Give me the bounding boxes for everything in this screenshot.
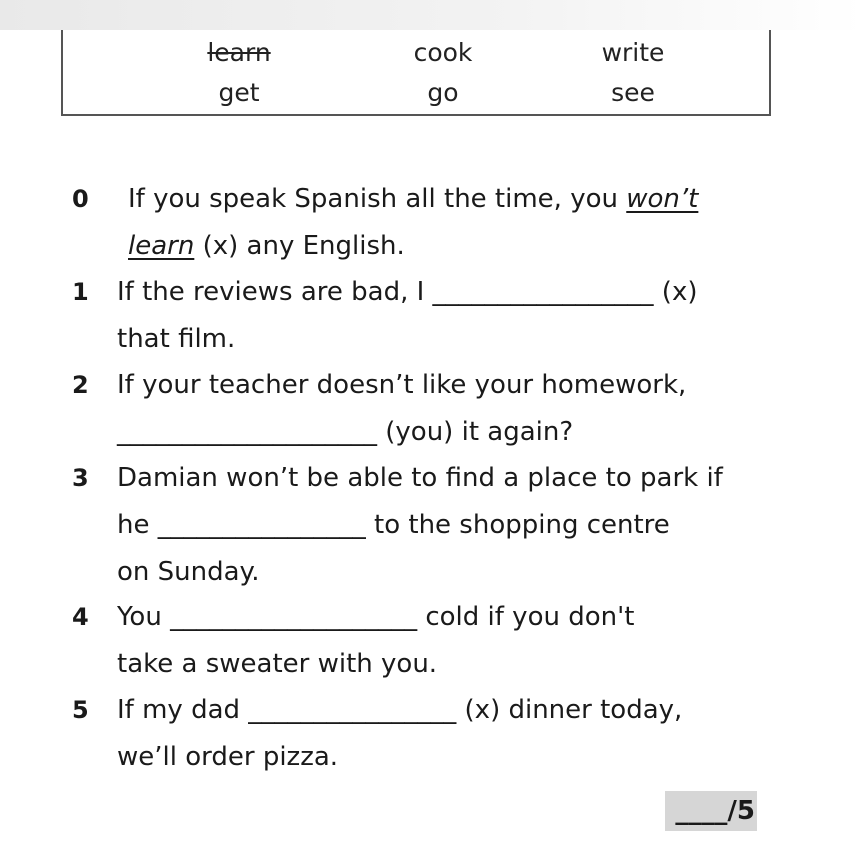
question-number: 2 bbox=[72, 371, 89, 399]
word-box bbox=[61, 30, 771, 116]
question-text: ____________________ (you) it again? bbox=[117, 417, 574, 447]
word-box-item: learn bbox=[207, 38, 271, 67]
question-text-part: If you speak Spanish all the time, you bbox=[128, 184, 627, 214]
question-text: You ___________________ cold if you don't bbox=[117, 602, 635, 632]
word-box-item: write bbox=[601, 38, 665, 67]
question-text bbox=[128, 230, 405, 262]
question-text: If the reviews are bad, I _________________ (x) bbox=[117, 277, 698, 307]
word-box-item: see bbox=[611, 78, 655, 107]
word-box-item: go bbox=[427, 78, 459, 107]
example-answer: won’t bbox=[626, 184, 699, 214]
example-answer: learn bbox=[128, 231, 195, 261]
question-number: 5 bbox=[72, 696, 89, 724]
question-text: he ________________ to the shopping centre bbox=[117, 510, 670, 540]
question-text: we’ll order pizza. bbox=[117, 742, 339, 772]
question-number: 3 bbox=[72, 464, 89, 492]
question-number: 0 bbox=[72, 185, 89, 213]
question-text: Damian won’t be able to find a place to park if bbox=[117, 463, 723, 493]
word-box-item: get bbox=[218, 78, 260, 107]
question-text: If my dad ________________ (x) dinner today, bbox=[117, 695, 683, 725]
word-box-item: cook bbox=[413, 38, 473, 67]
question-text bbox=[128, 183, 698, 215]
question-number: 1 bbox=[72, 278, 89, 306]
question-number: 4 bbox=[72, 603, 89, 631]
question-text-part: (x) any English. bbox=[194, 231, 405, 261]
question-text: take a sweater with you. bbox=[117, 649, 438, 679]
question-text: on Sunday. bbox=[117, 557, 260, 587]
question-text: If your teacher doesn’t like your homework, bbox=[117, 370, 687, 400]
score-box: ____/5 bbox=[665, 791, 757, 831]
top-shade bbox=[0, 0, 864, 30]
question-text: that film. bbox=[117, 324, 236, 354]
